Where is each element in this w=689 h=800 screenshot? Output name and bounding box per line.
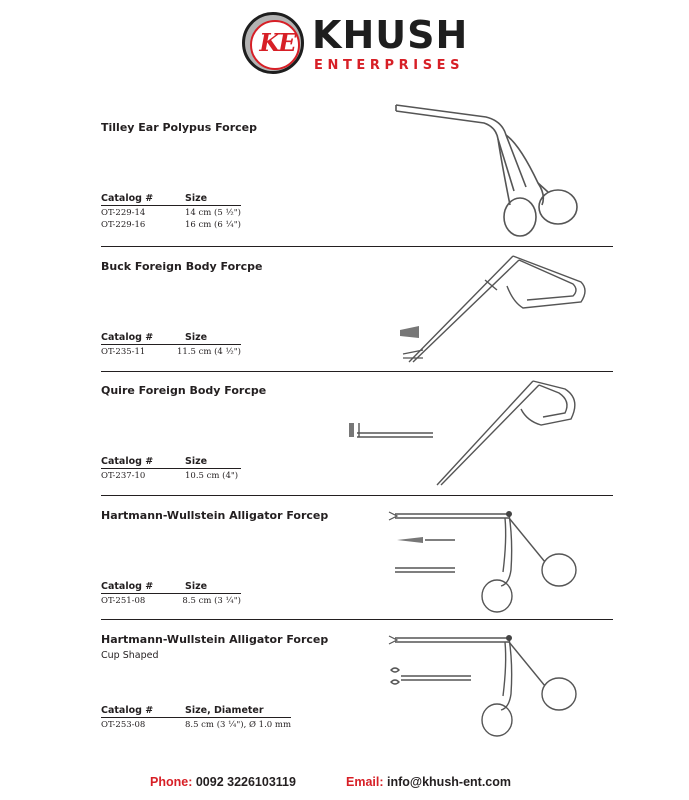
spec-table [101, 193, 241, 230]
phone-label: Phone: [150, 775, 193, 789]
product-title: Tilley Ear Polypus Forcep [101, 121, 258, 134]
catalog-number: OT-235-11 [101, 347, 146, 357]
size-value: 16 cm (6 ¼") [185, 220, 241, 230]
email-label: Email: [346, 775, 384, 789]
size-header: Size [185, 332, 208, 343]
logo-emblem [242, 12, 304, 74]
brand-logo [242, 12, 469, 78]
size-value: 8.5 cm (3 ¼"), Ø 1.0 mm [184, 720, 291, 730]
size-value: 10.5 cm (4") [185, 471, 239, 481]
tilley-forcep-image [390, 95, 590, 245]
quire-forcep-image [345, 375, 595, 490]
logo-emblem-inner [250, 20, 300, 70]
logo-initials: KE [259, 28, 295, 57]
buck-forcep-image [395, 250, 595, 370]
catalog-number: OT-237-10 [101, 471, 146, 481]
spec-table [101, 705, 291, 730]
spec-header [101, 705, 291, 718]
spec-row [101, 471, 241, 481]
spec-row [101, 596, 241, 606]
size-value: 14 cm (5 ½") [185, 208, 241, 218]
catalog-header: Catalog # [101, 705, 154, 716]
spec-row [101, 220, 241, 230]
spec-row [101, 347, 241, 357]
section-divider [101, 495, 613, 496]
phone-block [150, 775, 296, 789]
size-header: Size [185, 581, 208, 592]
catalog-header: Catalog # [101, 193, 154, 204]
spec-row [101, 208, 241, 218]
catalog-number: OT-229-14 [101, 208, 146, 218]
spec-header [101, 581, 241, 594]
size-header: Size [185, 193, 208, 204]
catalog-number: OT-229-16 [101, 220, 146, 230]
section-divider [101, 246, 613, 247]
brand-name: KHUSH [312, 13, 469, 57]
spec-header [101, 456, 241, 469]
catalog-header: Catalog # [101, 456, 154, 467]
spec-row [101, 720, 291, 730]
catalog-number: OT-251-08 [101, 596, 146, 606]
product-title: Hartmann-Wullstein Alligator Forcep [101, 633, 329, 646]
product-title: Quire Foreign Body Forcpe [101, 384, 267, 397]
spec-table [101, 332, 241, 357]
spec-header [101, 193, 241, 206]
section-divider [101, 371, 613, 372]
size-value: 8.5 cm (3 ¼") [182, 596, 241, 606]
spec-header [101, 332, 241, 345]
email-address[interactable]: info@khush-ent.com [387, 775, 511, 789]
hartmann-forcep-image [385, 500, 585, 615]
hartmann-cup-forcep-image [385, 624, 585, 739]
catalog-header: Catalog # [101, 581, 154, 592]
size-header: Size [185, 456, 208, 467]
size-value: 11.5 cm (4 ½") [176, 347, 241, 357]
catalog-number: OT-253-08 [101, 720, 146, 730]
section-divider [101, 619, 613, 620]
phone-number[interactable]: 0092 3226103119 [195, 775, 296, 789]
product-subtitle: Cup Shaped [101, 650, 159, 661]
spec-table [101, 456, 241, 481]
email-block [346, 775, 511, 789]
product-title: Hartmann-Wullstein Alligator Forcep [101, 509, 329, 522]
spec-table [101, 581, 241, 606]
catalog-header: Catalog # [101, 332, 154, 343]
product-title: Buck Foreign Body Forcpe [101, 260, 263, 273]
size-header: Size, Diameter [185, 705, 264, 716]
brand-subtitle: ENTERPRISES [314, 58, 465, 73]
